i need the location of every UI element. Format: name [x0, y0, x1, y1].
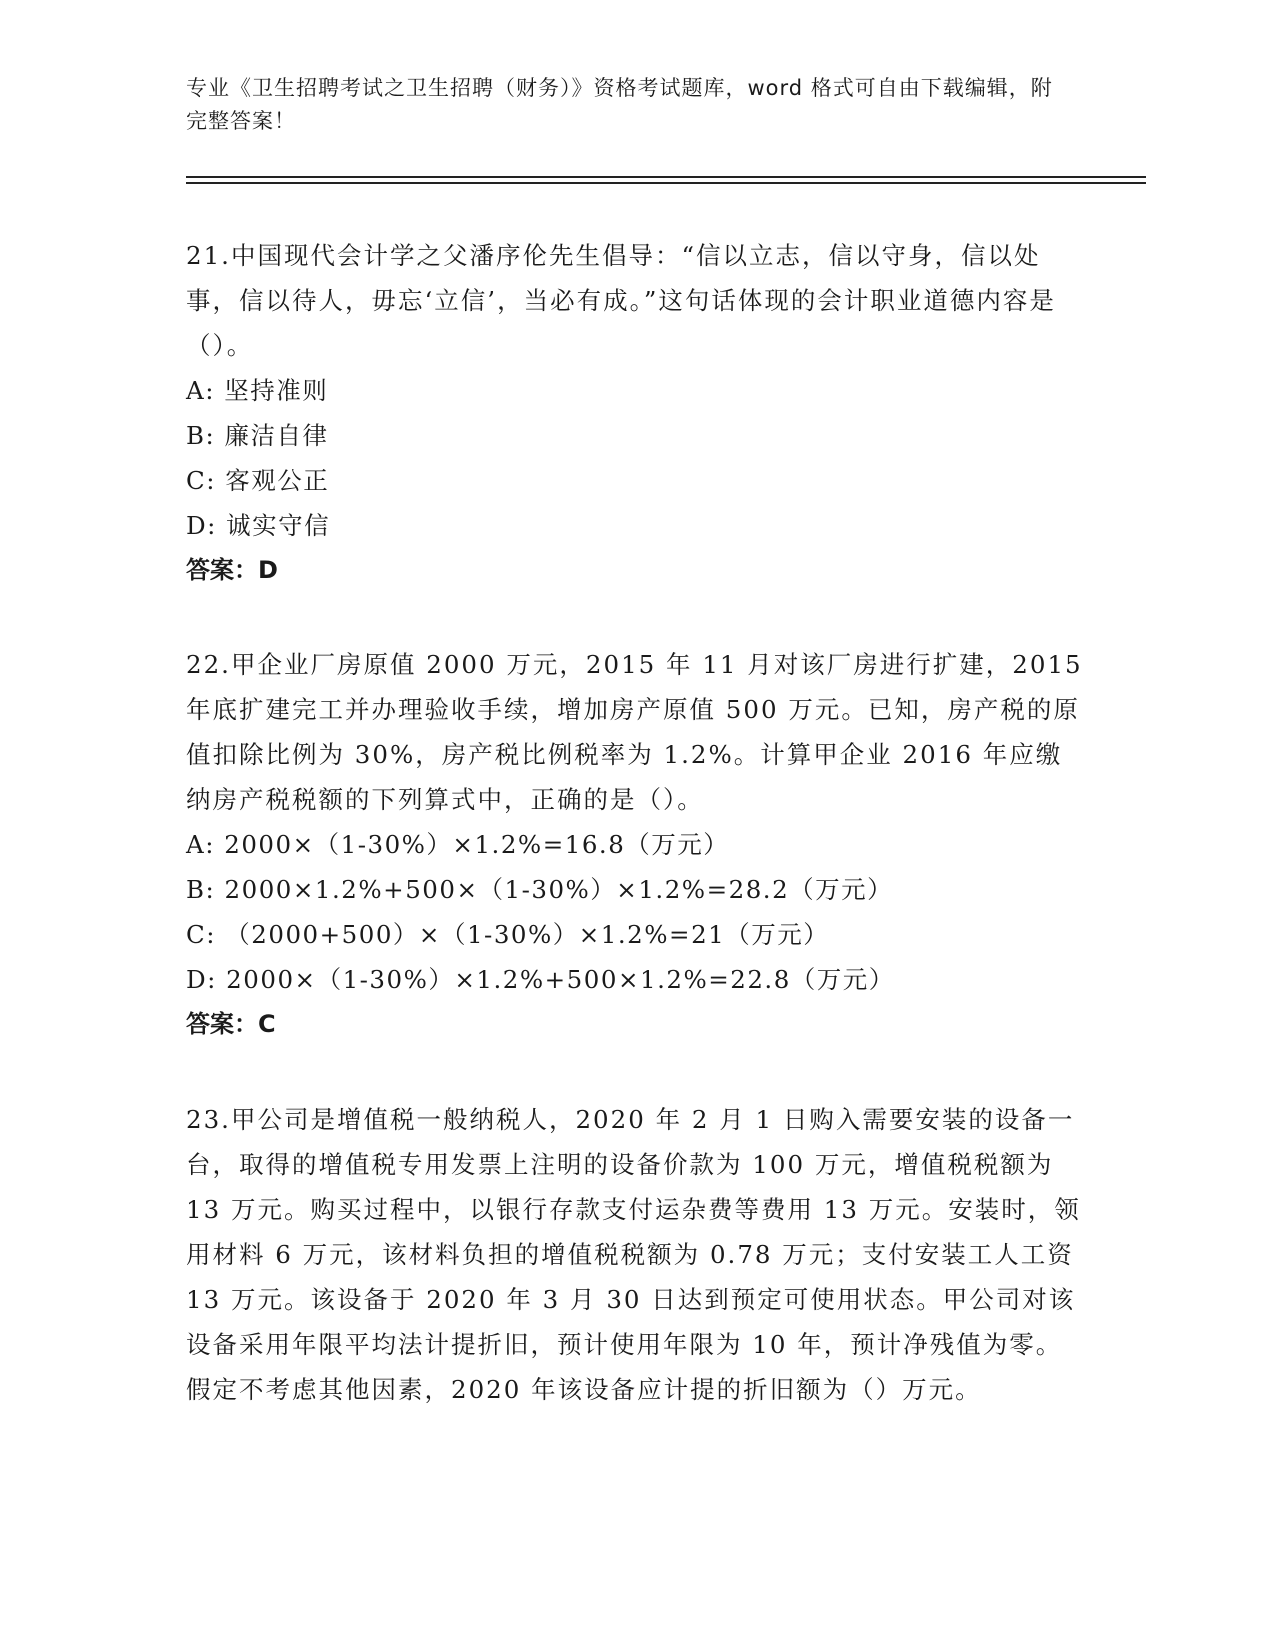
header-divider-bottom — [186, 182, 1146, 184]
answer: 答案：D — [186, 556, 278, 584]
option-d: D: 2000×（1-30%）×1.2%+500×1.2%=22.8（万元） — [186, 965, 895, 994]
option-d: D: 诚实守信 — [186, 511, 331, 540]
option-c: C: （2000+500）×（1-30%）×1.2%=21（万元） — [186, 920, 830, 949]
question-text: 23.甲公司是增值税一般纳税人，2020 年 2 月 1 日购入需要安装的设备一台，取得的增值税专用发票上注明的设备价款为 100 万元，增值税税额为 13 万元。购买过程中，以银行存款支付运杂费等费用 13 万元。安装时，领用材料 6 万元，该材料负担的增值税税额为 0.78 万元；支付安装工人工资 13 万元。该设备于 2020 年 3 月 30 日达到预定可使用状态。甲公司对该设备采用年限平均法计提折旧，预计使用年限为 10 年，预计净残值为零。假定不考虑其他因素，2020 年该设备应计提的折旧额为（）万元。 — [186, 1105, 1081, 1404]
option-c: C: 客观公正 — [186, 466, 330, 495]
header-divider-top — [186, 176, 1146, 178]
question-23 — [186, 1097, 1086, 1412]
question-text: 21.中国现代会计学之父潘序伦先生倡导：“信以立志，信以守身，信以处事，信以待人，毋忘‘立信’，当必有成。”这句话体现的会计职业道德内容是（）。 — [186, 241, 1056, 360]
question-text: 22.甲企业厂房原值 2000 万元，2015 年 11 月对该厂房进行扩建，2015 年底扩建完工并办理验收手续，增加房产原值 500 万元。已知，房产税的原值扣除比例为 30%，房产税比例税率为 1.2%。计算甲企业 2016 年应缴纳房产税税额的下列算式中，正确的是（）。 — [186, 650, 1083, 814]
option-a: A: 坚持准则 — [186, 376, 329, 405]
option-b: B: 2000×1.2%+500×（1-30%）×1.2%=28.2（万元） — [186, 875, 894, 904]
question-22 — [186, 642, 1086, 1047]
option-b: B: 廉洁自律 — [186, 421, 329, 450]
document-header: 专业《卫生招聘考试之卫生招聘（财务）》资格考试题库，word 格式可自由下载编辑，附完整答案！ — [186, 76, 1053, 133]
question-21 — [186, 233, 1086, 593]
answer: 答案：C — [186, 1010, 276, 1038]
option-a: A: 2000×（1-30%）×1.2%=16.8（万元） — [186, 830, 730, 859]
